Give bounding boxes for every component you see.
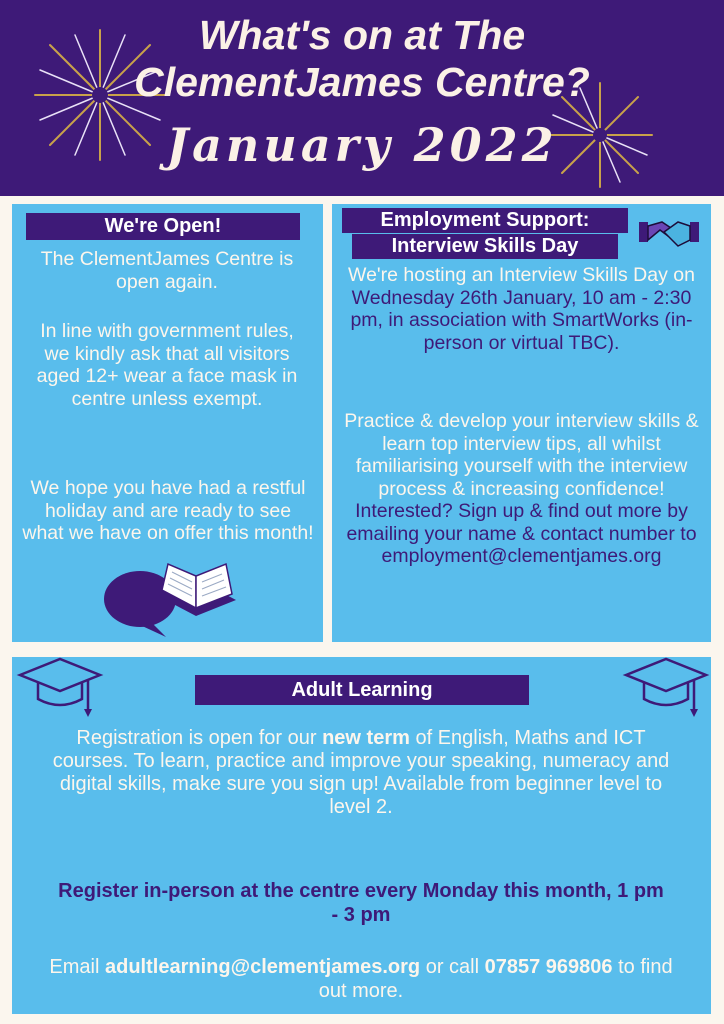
adult-learning-panel — [12, 657, 711, 1014]
employment-panel — [332, 204, 711, 642]
employment-details: Practice & develop your interview skills & learn top interview tips, all whilst familiarising yourself with the interview process & increasing confidence! Interested? Sign up & find out more by emailing your name & contact number to employment@clementjames.org — [344, 410, 699, 567]
phone-number: 07857 969806 — [484, 956, 613, 978]
event-date: Wednesday 26th January, 10 am - 2:30 pm — [350, 286, 692, 331]
graduation-cap-icon — [16, 655, 106, 721]
employment-heading-line2: Interview Skills Day — [352, 234, 618, 259]
open-para-2: In line with government rules, we kindly ask that all visitors aged 12+ wear a face mask in centre unless exempt. — [36, 320, 298, 410]
adult-learning-heading: Adult Learning — [195, 675, 529, 705]
book-icon — [152, 560, 242, 630]
employment-heading-line1: Employment Support: — [342, 208, 628, 233]
open-panel — [12, 204, 323, 642]
header-banner — [0, 0, 724, 196]
adult-learning-intro: Registration is open for our new term of English, Maths and ICT courses. To learn, practice and improve your speaking, numeracy and digital skills, make sure you sign up! Available from beginner level to level 2. — [52, 727, 670, 818]
page-title-line2: ClementJames Centre? — [134, 59, 590, 105]
handshake-icon — [638, 214, 700, 254]
graduation-cap-icon — [622, 655, 712, 721]
adult-learning-email: adultlearning@clementjames.org — [105, 956, 421, 978]
open-heading: We're Open! — [26, 213, 300, 240]
contact-info: Email adultlearning@clementjames.org or call 07857 969806 to find out more. — [49, 956, 673, 1002]
employment-intro: We're hosting an Interview Skills Day on Wednesday 26th January, 10 am - 2:30 pm, in association with SmartWorks (in-person or virtual TBC). — [348, 264, 695, 354]
page-title-line1: What's on at The — [198, 12, 526, 58]
register-info: Register in-person at the centre every Monday this month, 1 pm - 3 pm — [58, 880, 664, 926]
employment-cta: Interested? Sign up & find out more by emailing your name & contact number to employment@clementjames.org — [346, 500, 697, 567]
month-heading: January 2022 — [166, 118, 558, 172]
open-para-1: The ClementJames Centre is open again. — [40, 248, 294, 293]
open-para-3: We hope you have had a restful holiday and are ready to see what we have on offer this month! — [22, 477, 314, 544]
